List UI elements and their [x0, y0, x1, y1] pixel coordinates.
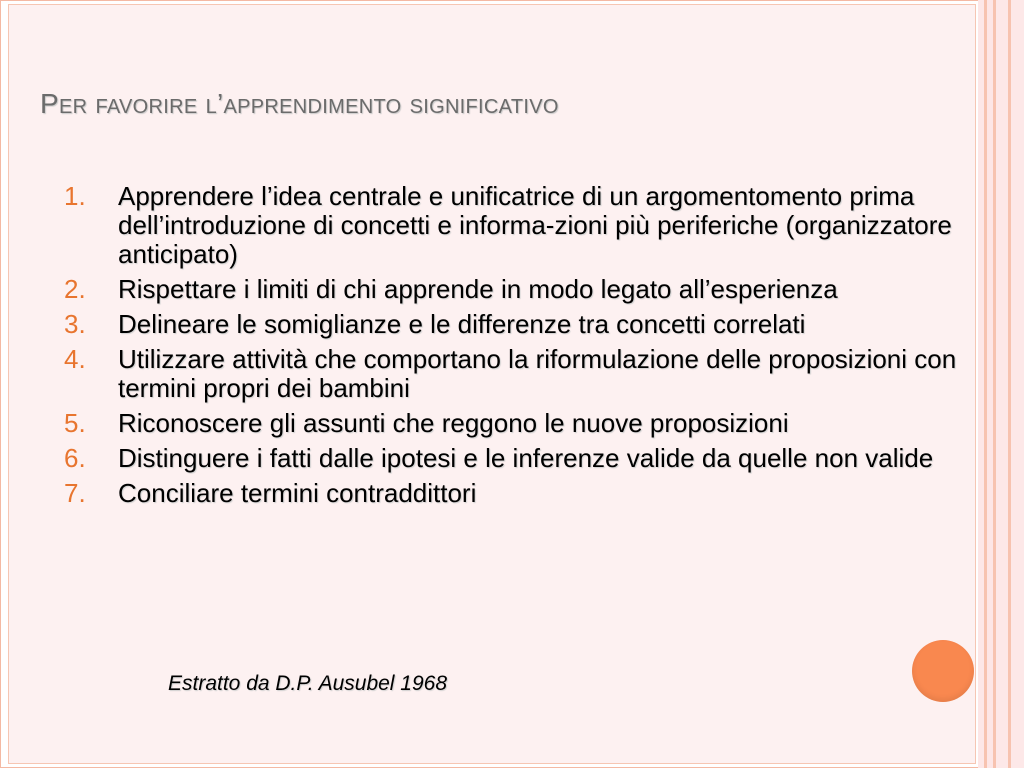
list-item — [60, 182, 970, 269]
slide-title: Per favorire l’apprendimento significativo — [40, 88, 559, 119]
list-item-text: Utilizzare attività che comportano la riformulazione delle proposizioni con termini propri dei bambini — [118, 344, 957, 403]
list-item — [60, 275, 970, 304]
list-item-text: Rispettare i limiti di chi apprende in modo legato all’esperienza — [118, 274, 838, 304]
list-item — [60, 409, 970, 438]
list-item-text: Distinguere i fatti dalle ipotesi e le inferenze valide da quelle non valide — [118, 443, 934, 473]
list-item — [60, 479, 970, 508]
list-item-number: 7. — [64, 478, 86, 508]
list-item-text: Delineare le somiglianze e le differenze tra concetti correlati — [118, 309, 806, 339]
list-item-number: 4. — [64, 344, 86, 374]
list-item-text: Apprendere l’idea centrale e unificatrice di un argomentomento prima dell’introduzione di concetti e informa-zioni più periferiche (organizzatore anticipato) — [118, 181, 952, 269]
decorative-circle — [912, 640, 974, 702]
list-item-text: Riconoscere gli assunti che reggono le nuove proposizioni — [118, 408, 789, 438]
list-item-number: 1. — [64, 181, 86, 211]
list-item-text: Conciliare termini contraddittori — [118, 478, 477, 508]
source-citation: Estratto da D.P. Ausubel 1968 — [168, 672, 448, 695]
list-item-number: 2. — [64, 274, 86, 304]
list-item — [60, 345, 970, 403]
decorative-stripe — [1011, 0, 1024, 768]
list-item — [60, 310, 970, 339]
list-item — [60, 444, 970, 473]
numbered-list — [60, 182, 970, 514]
list-item-number: 6. — [64, 443, 86, 473]
list-item-number: 5. — [64, 408, 86, 438]
list-item-number: 3. — [64, 309, 86, 339]
decorative-stripe — [996, 0, 1008, 768]
